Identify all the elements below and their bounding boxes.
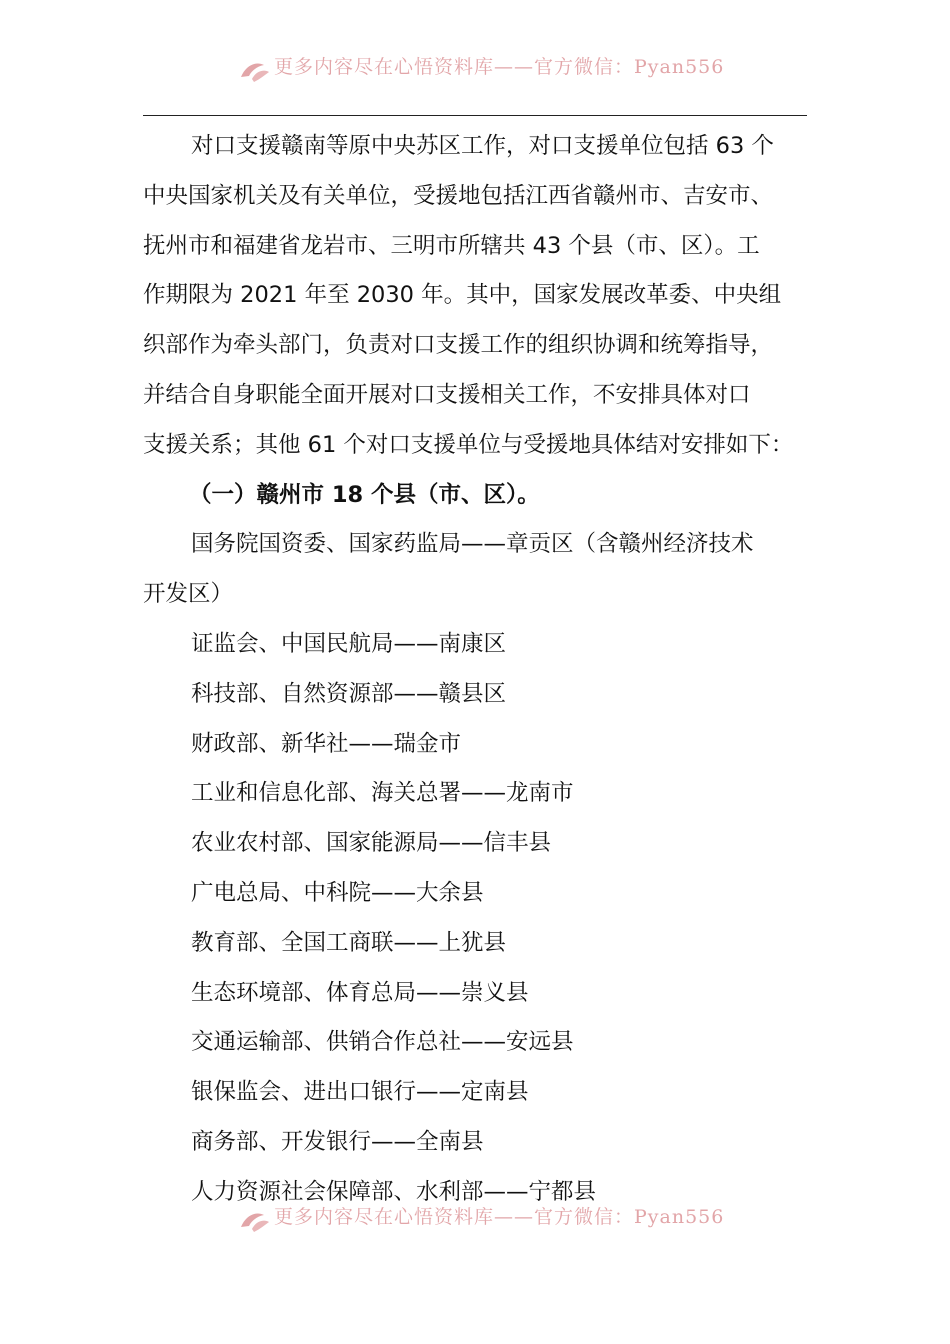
list-item-continuation: 开发区）: [143, 581, 234, 608]
list-item: 广电总局、中科院——大余县: [191, 879, 484, 906]
list-item: 交通运输部、供销合作总社——安远县: [191, 1029, 574, 1056]
list-item: 银保监会、进出口银行——定南县: [191, 1079, 529, 1106]
paragraph-line: 抚州市和福建省龙岩市、三明市所辖共 43 个县（市、区）。工: [143, 232, 760, 259]
paragraph-line: 并结合自身职能全面开展对口支援相关工作，不安排具体对口: [143, 381, 751, 408]
list-item: 国务院国资委、国家药监局——章贡区（含赣州经济技术: [191, 531, 754, 558]
watermark-logo-icon: [238, 57, 272, 85]
watermark-text: 更多内容尽在心悟资料库——官方微信：Pyan556: [274, 56, 725, 78]
paragraph-line: 对口支援赣南等原中央苏区工作，对口支援单位包括 63 个: [191, 133, 774, 159]
paragraph-line: 作期限为 2021 年至 2030 年。其中，国家发展改革委、中央组: [143, 282, 782, 309]
list-item: 商务部、开发银行——全南县: [191, 1128, 484, 1155]
paragraph-line: 织部作为牵头部门，负责对口支援工作的组织协调和统筹指导，: [143, 332, 774, 359]
list-item: 教育部、全国工商联——上犹县: [191, 929, 507, 956]
section-heading: （一）赣州市 18 个县（市、区）。: [189, 481, 540, 508]
list-item: 工业和信息化部、海关总署——龙南市: [191, 780, 574, 807]
list-item: 财政部、新华社——瑞金市: [191, 730, 462, 757]
list-item: 证监会、中国民航局——南康区: [191, 630, 507, 657]
paragraph-line: 支援关系；其他 61 个对口支援单位与受援地具体结对安排如下：: [143, 431, 794, 458]
list-item: 农业农村部、国家能源局——信丰县: [191, 830, 552, 857]
list-item: 科技部、自然资源部——赣县区: [191, 680, 507, 707]
watermark-text: 更多内容尽在心悟资料库——官方微信：Pyan556: [274, 1206, 725, 1228]
header-rule: [143, 115, 807, 116]
list-item: 生态环境部、体育总局——崇义县: [191, 979, 529, 1006]
watermark-logo-icon: [238, 1207, 272, 1235]
watermark-header: [238, 56, 738, 86]
paragraph-line: 中央国家机关及有关单位，受援地包括江西省赣州市、吉安市、: [143, 182, 774, 209]
document-body: [143, 122, 823, 1218]
list-item: 人力资源社会保障部、水利部——宁都县: [191, 1178, 597, 1205]
watermark-footer: [238, 1206, 738, 1236]
